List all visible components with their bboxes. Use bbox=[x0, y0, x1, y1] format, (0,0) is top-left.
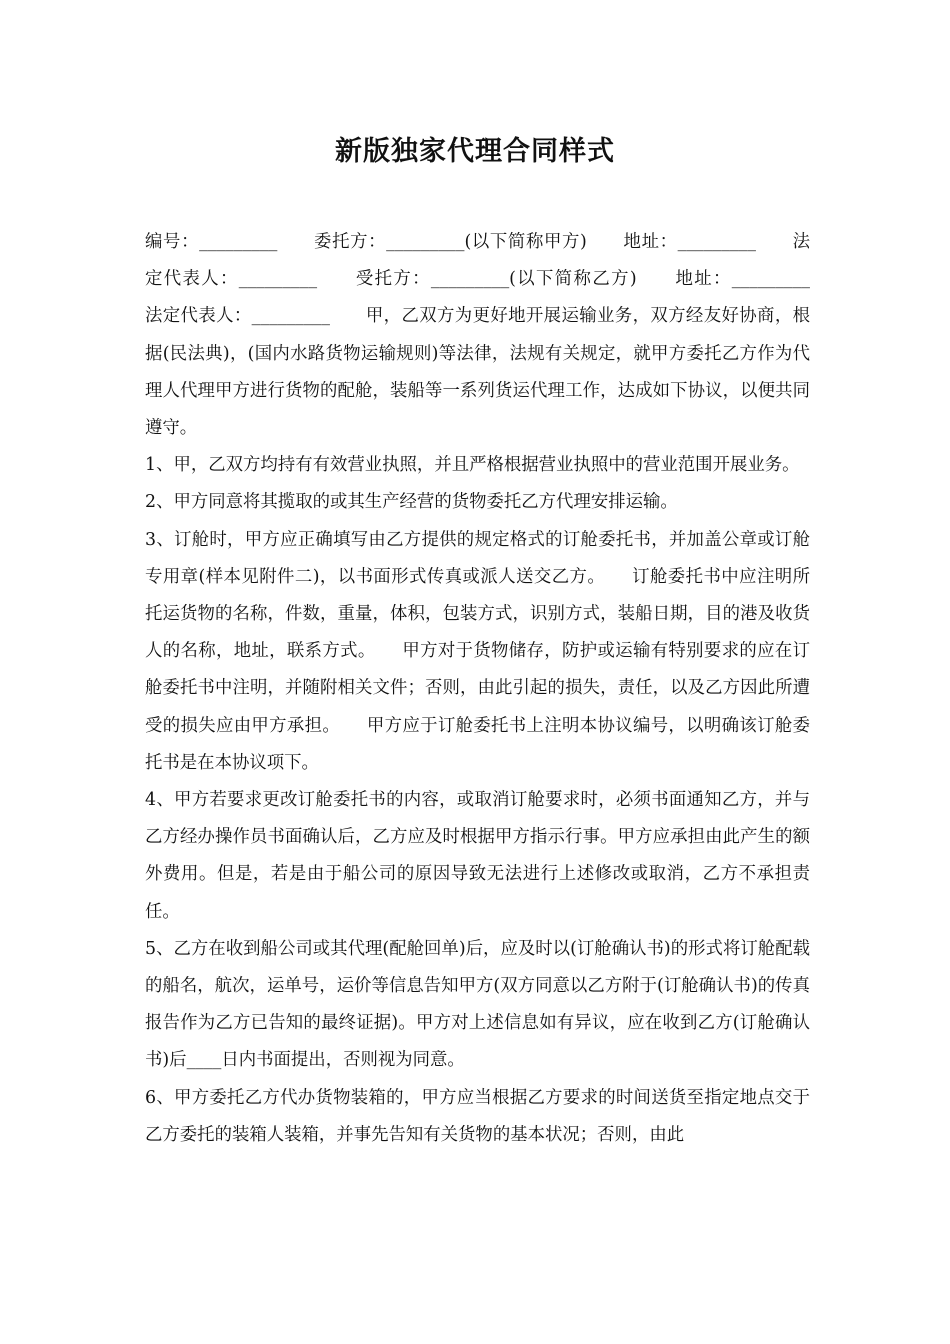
clause-2: 2、甲方同意将其揽取的或其生产经营的货物委托乙方代理安排运输。 bbox=[145, 492, 678, 513]
clause-5: 5、乙方在收到船公司或其代理(配舱回单)后，应及时以(订舱确认书)的形式将订舱配载的船名，航次，运单号，运价等信息告知甲方(双方同意以乙方附于(订舱确认书)的传真报告作为乙方已告知的最终证据)。甲方对上述信息如有异议，应在收到乙方(订舱确认书)后____日内书面提出，否则视为同意。 bbox=[145, 938, 810, 1071]
clause-4: 4、甲方若要求更改订舱委托书的内容，或取消订舱要求时，必须书面通知乙方，并与乙方经办操作员书面确认后，乙方应及时根据甲方指示行事。甲方应承担由此产生的额外费用。但是，若是由于船公司的原因导致无法进行上述修改或取消，乙方不承担责任。 bbox=[145, 790, 810, 922]
document-body bbox=[145, 224, 845, 1154]
intro-paragraph: 编号：_________ 委托方：_________(以下简称甲方) 地址：_________ 法定代表人：_________ 受托方：_________(以下简称乙方) 地址：_________ 法定代表人：_________ 甲，乙双方为更好地开展运输业务，双方经友好协商，根据(民法典)，(国内水路货物运输规则)等法律，法规有关规定，就甲方委托乙方作为代理人代理甲方进行货物的配舱，装船等一系列货运代理工作，达成如下协议，以便共同遵守。 bbox=[145, 232, 845, 439]
clause-1: 1、甲，乙双方均持有有效营业执照，并且严格根据营业执照中的营业范围开展业务。 bbox=[145, 455, 800, 476]
document-title: 新版独家代理合同样式 bbox=[335, 136, 615, 167]
clause-6: 6、甲方委托乙方代办货物装箱的，甲方应当根据乙方要求的时间送货至指定地点交于乙方委托的装箱人装箱，并事先告知有关货物的基本状况；否则，由此 bbox=[145, 1087, 810, 1145]
clause-3: 3、订舱时，甲方应正确填写由乙方提供的规定格式的订舱委托书，并加盖公章或订舱专用章(样本见附件二)，以书面形式传真或派人送交乙方。 订舱委托书中应注明所托运货物的名称，件数，重量，体积，包装方式，识别方式，装船日期，目的港及收货人的名称，地址，联系方式。 甲方对于货物储存，防护或运输有特别要求的应在订舱委托书中注明，并随附相关文件；否则，由此引起的损失，责任，以及乙方因此所遭受的损失应由甲方承担。 甲方应于订舱委托书上注明本协议编号，以明确该订舱委托书是在本协议项下。 bbox=[145, 529, 810, 773]
